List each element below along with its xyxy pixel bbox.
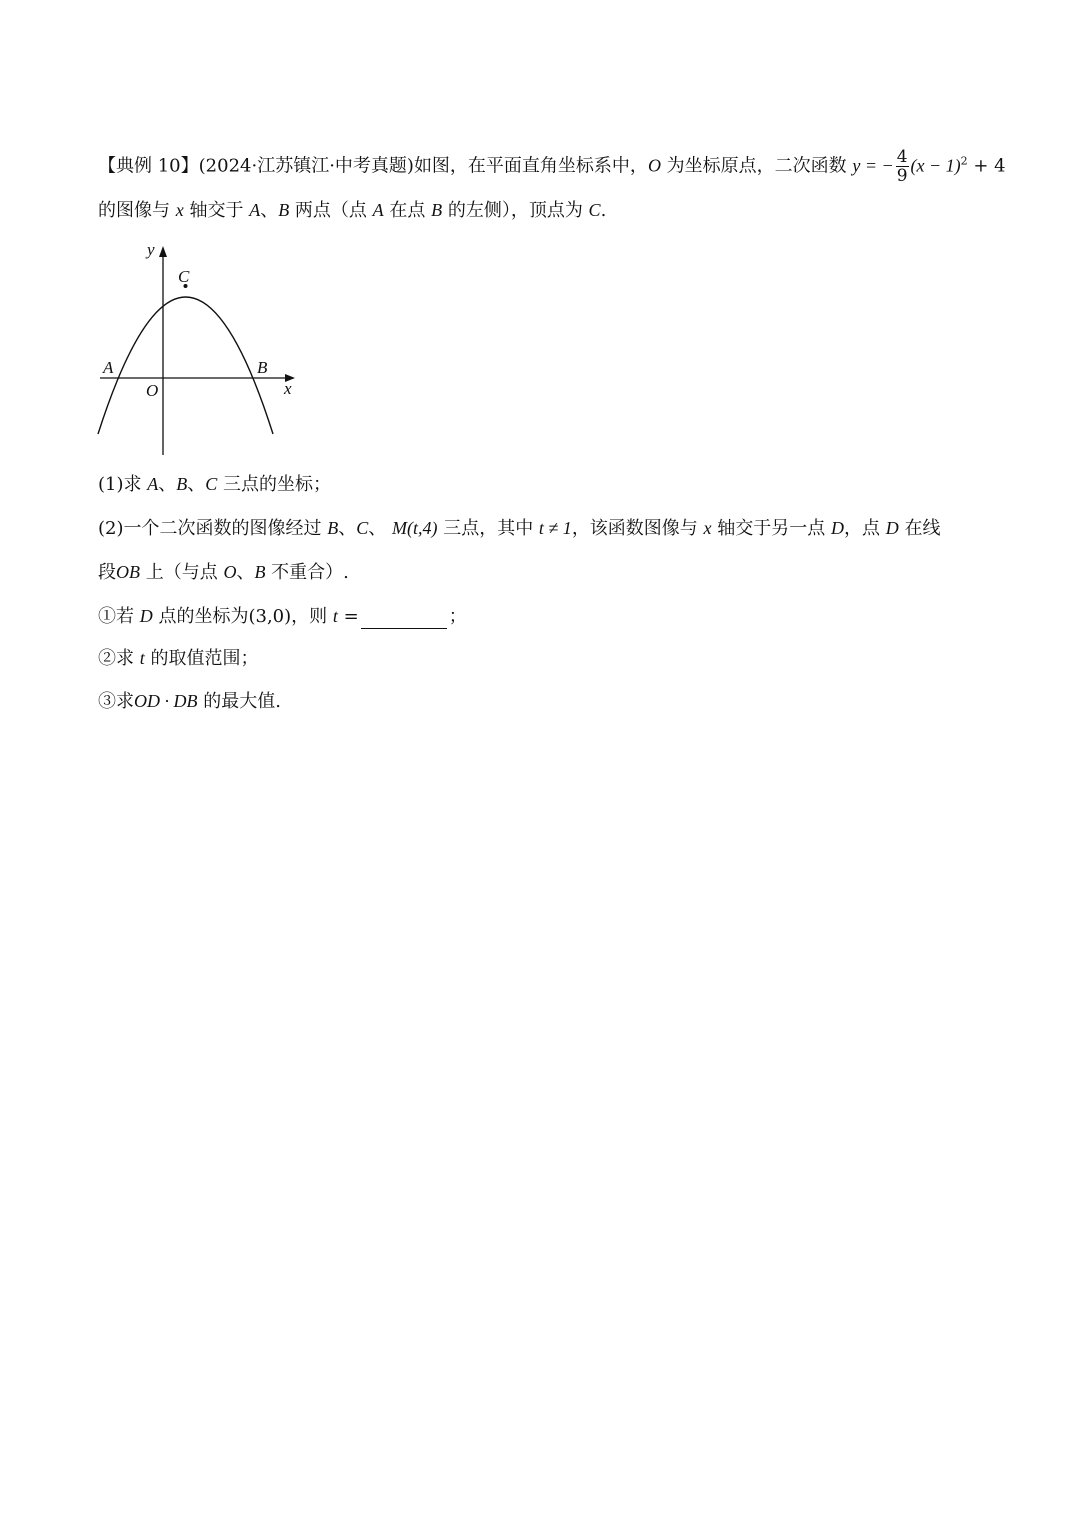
point-b-label: B: [257, 358, 268, 377]
problem-text: .: [600, 200, 607, 221]
point-c: C: [588, 200, 601, 220]
formula-body: (x − 1): [910, 155, 961, 176]
origin-label: O: [146, 381, 159, 400]
problem-text: 轴交于: [183, 200, 250, 221]
point-b: B: [176, 474, 188, 494]
var-x: x: [175, 200, 184, 220]
formula-lhs: y = −: [852, 155, 894, 176]
condition-t: t ≠ 1: [538, 518, 572, 538]
fraction-denominator: 9: [896, 166, 908, 186]
question-text: 、: [236, 562, 255, 583]
point-c: C: [205, 474, 218, 494]
question-text: 点的坐标为: [152, 606, 249, 627]
question-text: 不重合）.: [265, 562, 349, 583]
question-text: 轴交于另一点: [711, 518, 831, 539]
question-text: ①若: [98, 606, 140, 627]
point-d: D: [139, 606, 153, 626]
fraction: [896, 148, 909, 185]
point-a: A: [249, 200, 261, 220]
question-text: ，点: [844, 518, 886, 539]
question-text: 三点的坐标；: [217, 474, 331, 495]
question-text: ；: [448, 606, 467, 627]
x-axis-label: x: [284, 379, 292, 398]
parabola-figure: [95, 240, 305, 460]
problem-label: 【典例 10】: [98, 155, 199, 177]
point-m-coords: (t,4): [406, 518, 438, 538]
problem-text: 的图像与: [98, 200, 176, 221]
sub-question-2: [98, 646, 258, 671]
segment-ob: OB: [116, 562, 140, 582]
problem-line-1: [98, 148, 1006, 185]
point-b: B: [431, 200, 443, 220]
point-b: B: [254, 562, 266, 582]
question-text: (2)一个二次函数的图像经过: [98, 518, 328, 539]
equals-sign: =: [337, 606, 359, 627]
product-expression: OD · DB: [134, 691, 198, 711]
point-a-label: A: [103, 358, 114, 377]
problem-source: (2024·江苏镇江·中考真题): [198, 155, 414, 177]
point-c: C: [356, 518, 369, 538]
point-c-label: C: [178, 267, 190, 286]
problem-text: 在点: [383, 200, 432, 221]
parabola-curve: [98, 297, 273, 434]
question-text: ②求: [98, 648, 140, 669]
point-b: B: [327, 518, 339, 538]
question-2-line-2: [98, 560, 349, 585]
question-text: 、: [368, 518, 392, 539]
question-text: 、: [158, 474, 177, 495]
point-o: O: [223, 562, 237, 582]
question-text: 、: [338, 518, 357, 539]
question-text: 在线: [898, 518, 941, 539]
question-text: 段: [98, 562, 116, 583]
question-text: ③求: [98, 691, 134, 712]
problem-text: 的左侧），顶点为: [442, 200, 589, 221]
problem-text: 为坐标原点，二次函数: [660, 155, 853, 177]
problem-text: 两点（点: [289, 200, 373, 221]
point-d: D: [831, 518, 844, 538]
question-2-line-1: [98, 516, 940, 541]
y-axis-arrow: [159, 246, 167, 257]
y-axis-label: y: [147, 240, 155, 259]
origin-symbol: O: [647, 155, 661, 176]
point-a: A: [147, 474, 159, 494]
question-text: 上（与点: [140, 562, 224, 583]
question-text: 的最大值.: [197, 691, 281, 712]
problem-text: 如图，在平面直角坐标系中，: [413, 155, 648, 177]
var-t: t: [332, 606, 338, 626]
question-text: 三点，其中: [437, 518, 539, 539]
var-x: x: [703, 518, 712, 538]
var-t: t: [139, 648, 145, 668]
problem-line-2: [98, 198, 606, 223]
answer-blank[interactable]: [361, 610, 447, 629]
point-a: A: [372, 200, 384, 220]
point-b: B: [278, 200, 290, 220]
question-text: 、: [187, 474, 206, 495]
question-text: ，该函数图像与: [571, 518, 704, 539]
coordinate: (3,0): [248, 606, 292, 627]
point-m: M: [391, 518, 407, 538]
point-d: D: [885, 518, 899, 538]
sub-question-3: [98, 689, 281, 714]
sub-question-1: [98, 604, 467, 629]
question-text: ，则: [291, 606, 333, 627]
formula-exponent: 2: [960, 154, 968, 168]
fraction-numerator: 4: [896, 147, 908, 167]
question-1: [98, 472, 331, 497]
problem-text: 、: [260, 200, 279, 221]
formula-tail: + 4: [967, 155, 1006, 177]
question-text: 的取值范围；: [144, 648, 259, 669]
question-text: (1)求: [98, 474, 148, 495]
